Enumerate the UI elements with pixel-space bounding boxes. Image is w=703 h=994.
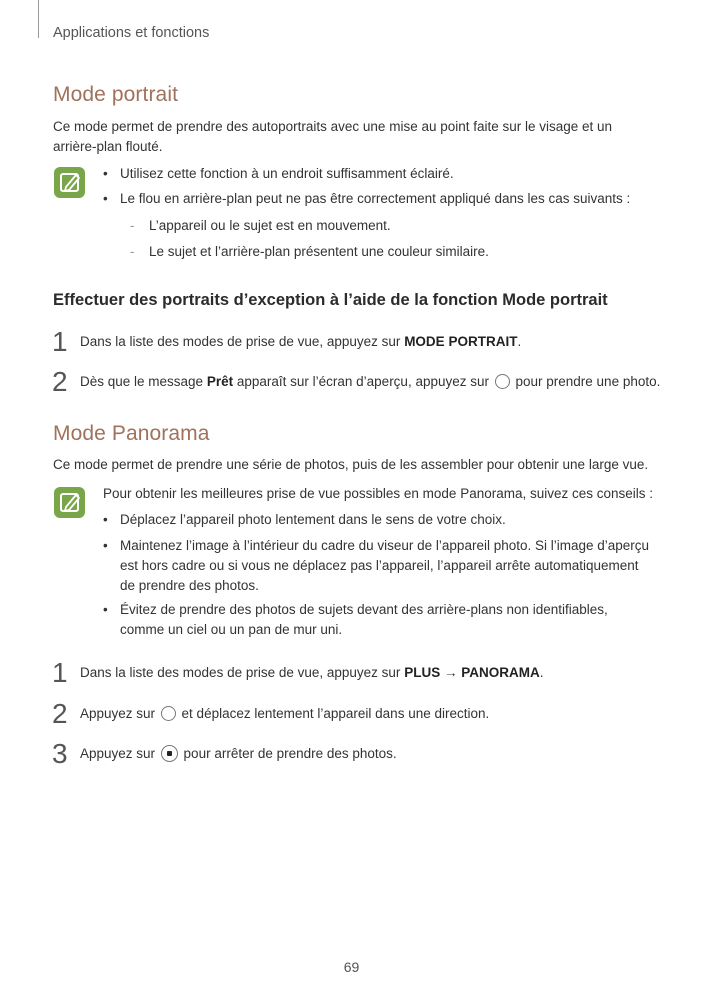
step-text: Dès que le message Prêt apparaît sur l’écran d’aperçu, appuyez sur pour prendre une photo.	[80, 374, 661, 389]
step-number: 1	[52, 657, 68, 688]
portrait-intro	[53, 117, 673, 157]
step-number: 1	[52, 326, 68, 357]
stop-icon	[161, 745, 178, 762]
subsection-title-exception: Effectuer des portraits d’exception à l’aide de la fonction Mode portrait	[53, 291, 608, 309]
note-pencil-icon	[54, 167, 85, 198]
note-pencil-icon	[54, 487, 85, 518]
step-number: 2	[52, 698, 68, 729]
step-text: Appuyez sur pour arrêter de prendre des photos.	[80, 746, 397, 761]
page-number: 69	[343, 959, 360, 975]
panorama-intro: Ce mode permet de prendre une série de photos, puis de les assembler pour obtenir une large vue.	[53, 457, 649, 472]
step-text: Appuyez sur et déplacez lentement l’appareil dans une direction.	[80, 706, 490, 721]
step-number: 3	[52, 738, 68, 769]
camera-shutter-icon	[161, 706, 176, 721]
portrait-intro-line1: Ce mode permet de prendre des autoportraits avec une mise au point faite sur le visage et un	[53, 119, 613, 134]
step-number: 2	[52, 366, 68, 397]
header-divider	[38, 0, 39, 38]
portrait-intro-line2: arrière-plan flouté.	[53, 139, 163, 154]
camera-shutter-icon	[495, 374, 510, 389]
section-title-portrait: Mode portrait	[53, 83, 179, 106]
step-text: Dans la liste des modes de prise de vue, appuyez sur PLUS → PANORAMA.	[80, 665, 544, 680]
page-header: Applications et fonctions	[53, 25, 210, 41]
panorama-note-lead: Pour obtenir les meilleures prise de vue possibles en mode Panorama, suivez ces conseils :	[103, 486, 654, 501]
step-text: Dans la liste des modes de prise de vue, appuyez sur MODE PORTRAIT.	[80, 334, 522, 349]
section-title-panorama: Mode Panorama	[53, 422, 210, 445]
